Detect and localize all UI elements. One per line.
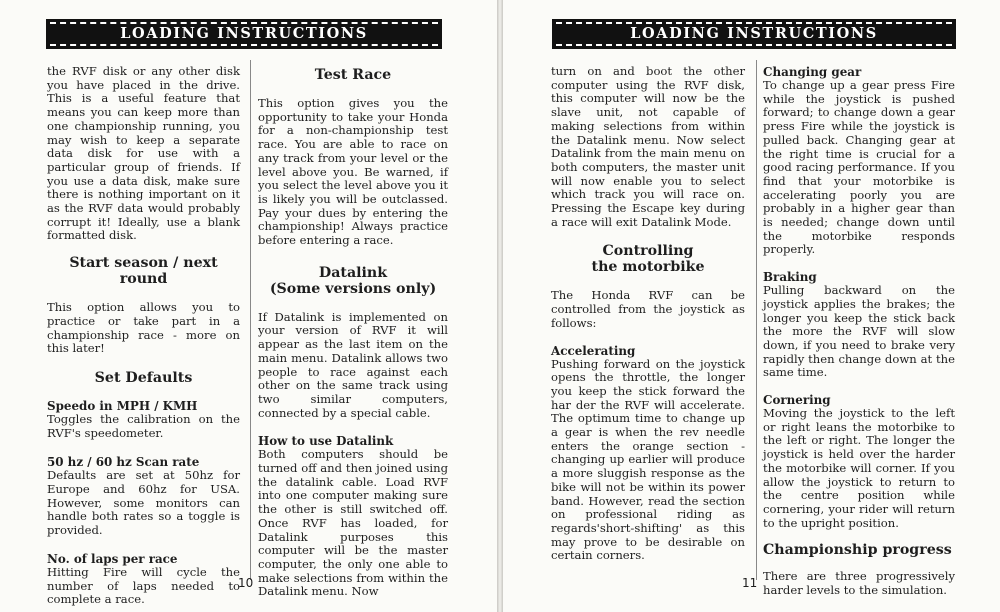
how-to-datalink-heading: How to use Datalink [258,434,394,449]
braking-heading: Braking [763,270,817,285]
how-to-datalink-text: Both computers should be turned off and then joined using the datalink cable. Load RVF into one computer making sure the other is still switched off. Once RVF has loaded, for Datalink purposes this computer will be the master computer, the only one able to make selections from within the Datalink menu. Now [258,447,448,599]
right-banner-title: LOADING INSTRUCTIONS [630,25,878,42]
championship-heading: Championship progress [763,542,952,559]
laps-heading: No. of laps per race [47,551,178,566]
datalink-text: If Datalink is implemented on your version of RVF it will appear as the last item on the main menu. Datalink allows two people to race against each other on the same track using two similar computers, connected by a special cable. [258,309,448,420]
page-number-right: 11 [742,576,758,590]
datalink-heading: Datalink [318,264,388,281]
datalink-subheading: (Some versions only) [269,280,437,297]
scan-rate-heading: 50 hz / 60 hz Scan rate [47,455,200,470]
column-divider [250,60,251,580]
right-column-2 [763,65,955,598]
cornering-text: Moving the joystick to the left or right leans the motorbike to the left or right. The longer the joystick is held over the harder the motorbike will corner. If you allow the joystick to return to the centre position while cornering, your rider will return to the upright position. [763,406,955,530]
datalink-continued-text: turn on and boot the other computer using the RVF disk, this computer will now be the slave unit, not capable of making selections from within the Datalink menu. Now select Datalink from the main menu on both computers, the master unit will now enable you to select which track you will race on. Pressing the Escape key during a race will exit Datalink Mode. [551,64,745,229]
banner-bottom-dashes [50,44,438,46]
cornering-heading: Cornering [763,393,831,408]
right-banner [552,19,956,49]
banner-top-dashes [556,22,952,24]
changing-gear-heading: Changing gear [763,65,862,79]
scan-rate-text: Defaults are set at 50hz for Europe and 60hz for USA. However, some monitors can handle both rates so a toggle is provided. [47,468,240,538]
controlling-text: The Honda RVF can be controlled from the joystick as follows: [551,288,745,330]
test-race-text: This option gives you the opportunity to take your Honda for a non-championship test race. You are able to race on any track from your level or the level above you. Be warned, if you select the level above you it is likely you will be outclassed. Pay your dues by entering the championship! Always practice before entering a race. [258,96,448,248]
accelerating-text: Pushing forward on the joystick opens the throttle, the longer you keep the stick forward the har der the RVF will accelerate. The optimum time to change up a gear is when the rev needle enters the orange section - changing up earlier will produce a more sluggish response as the bike will not be within its power band. However, read the section on professional riding as regards'short-shifting' as this may prove to be desirable on certain corners. [551,356,745,563]
speedo-text: Toggles the calibration on the RVF's speedometer. [47,411,240,440]
changing-gear-text: To change up a gear press Fire while the joystick is pushed forward; to change down a gear press Fire while the joystick is pulled back. Changing gear at the right time is crucial for a good racing performance. If you find that your motorbike is accelerating poorly you are probably in a higher gear than is needed; change down until the motorbike responds properly. [763,78,955,257]
page-number-left: 10 [238,576,254,590]
speedo-heading: Speedo in MPH / KMH [47,398,198,413]
left-column-1 [47,65,240,607]
right-column-1 [551,65,745,563]
test-race-heading: Test Race [314,67,392,83]
intro-paragraph: the RVF disk or any other disk you have placed in the drive. This is a useful feature that means you can keep more than one championship running, you may wish to keep a separate data disk for use with a particular group of friends. If you use a data disk, make sure there is nothing important on it as the RVF data would probably corrupt it! Ideally, use a blank formatted disk. [47,64,240,243]
left-banner-title: LOADING INSTRUCTIONS [120,25,368,42]
column-divider [756,60,757,580]
braking-text: Pulling backward on the joystick applies the brakes; the longer you keep the stick back the more the RVF will slow down, if you need to brake very rapidly then change down at the same time. [763,283,955,380]
accelerating-heading: Accelerating [551,343,636,358]
left-column-2 [258,65,448,599]
controlling-heading: Controlling [602,243,694,260]
left-banner [46,19,442,49]
right-page [503,0,1000,612]
banner-top-dashes [50,22,438,24]
start-season-text: This option allows you to practice or take part in a championship race - more on this later! [47,300,240,356]
championship-text: There are three progressively harder levels to the simulation. [763,569,955,598]
controlling-subheading: the motorbike [591,259,705,276]
start-season-heading: Start season / next round [69,255,218,288]
banner-bottom-dashes [556,44,952,46]
laps-text: Hitting Fire will cycle the number of laps needed to complete a race. [47,564,240,607]
set-defaults-heading: Set Defaults [94,369,193,386]
left-page [0,0,497,612]
